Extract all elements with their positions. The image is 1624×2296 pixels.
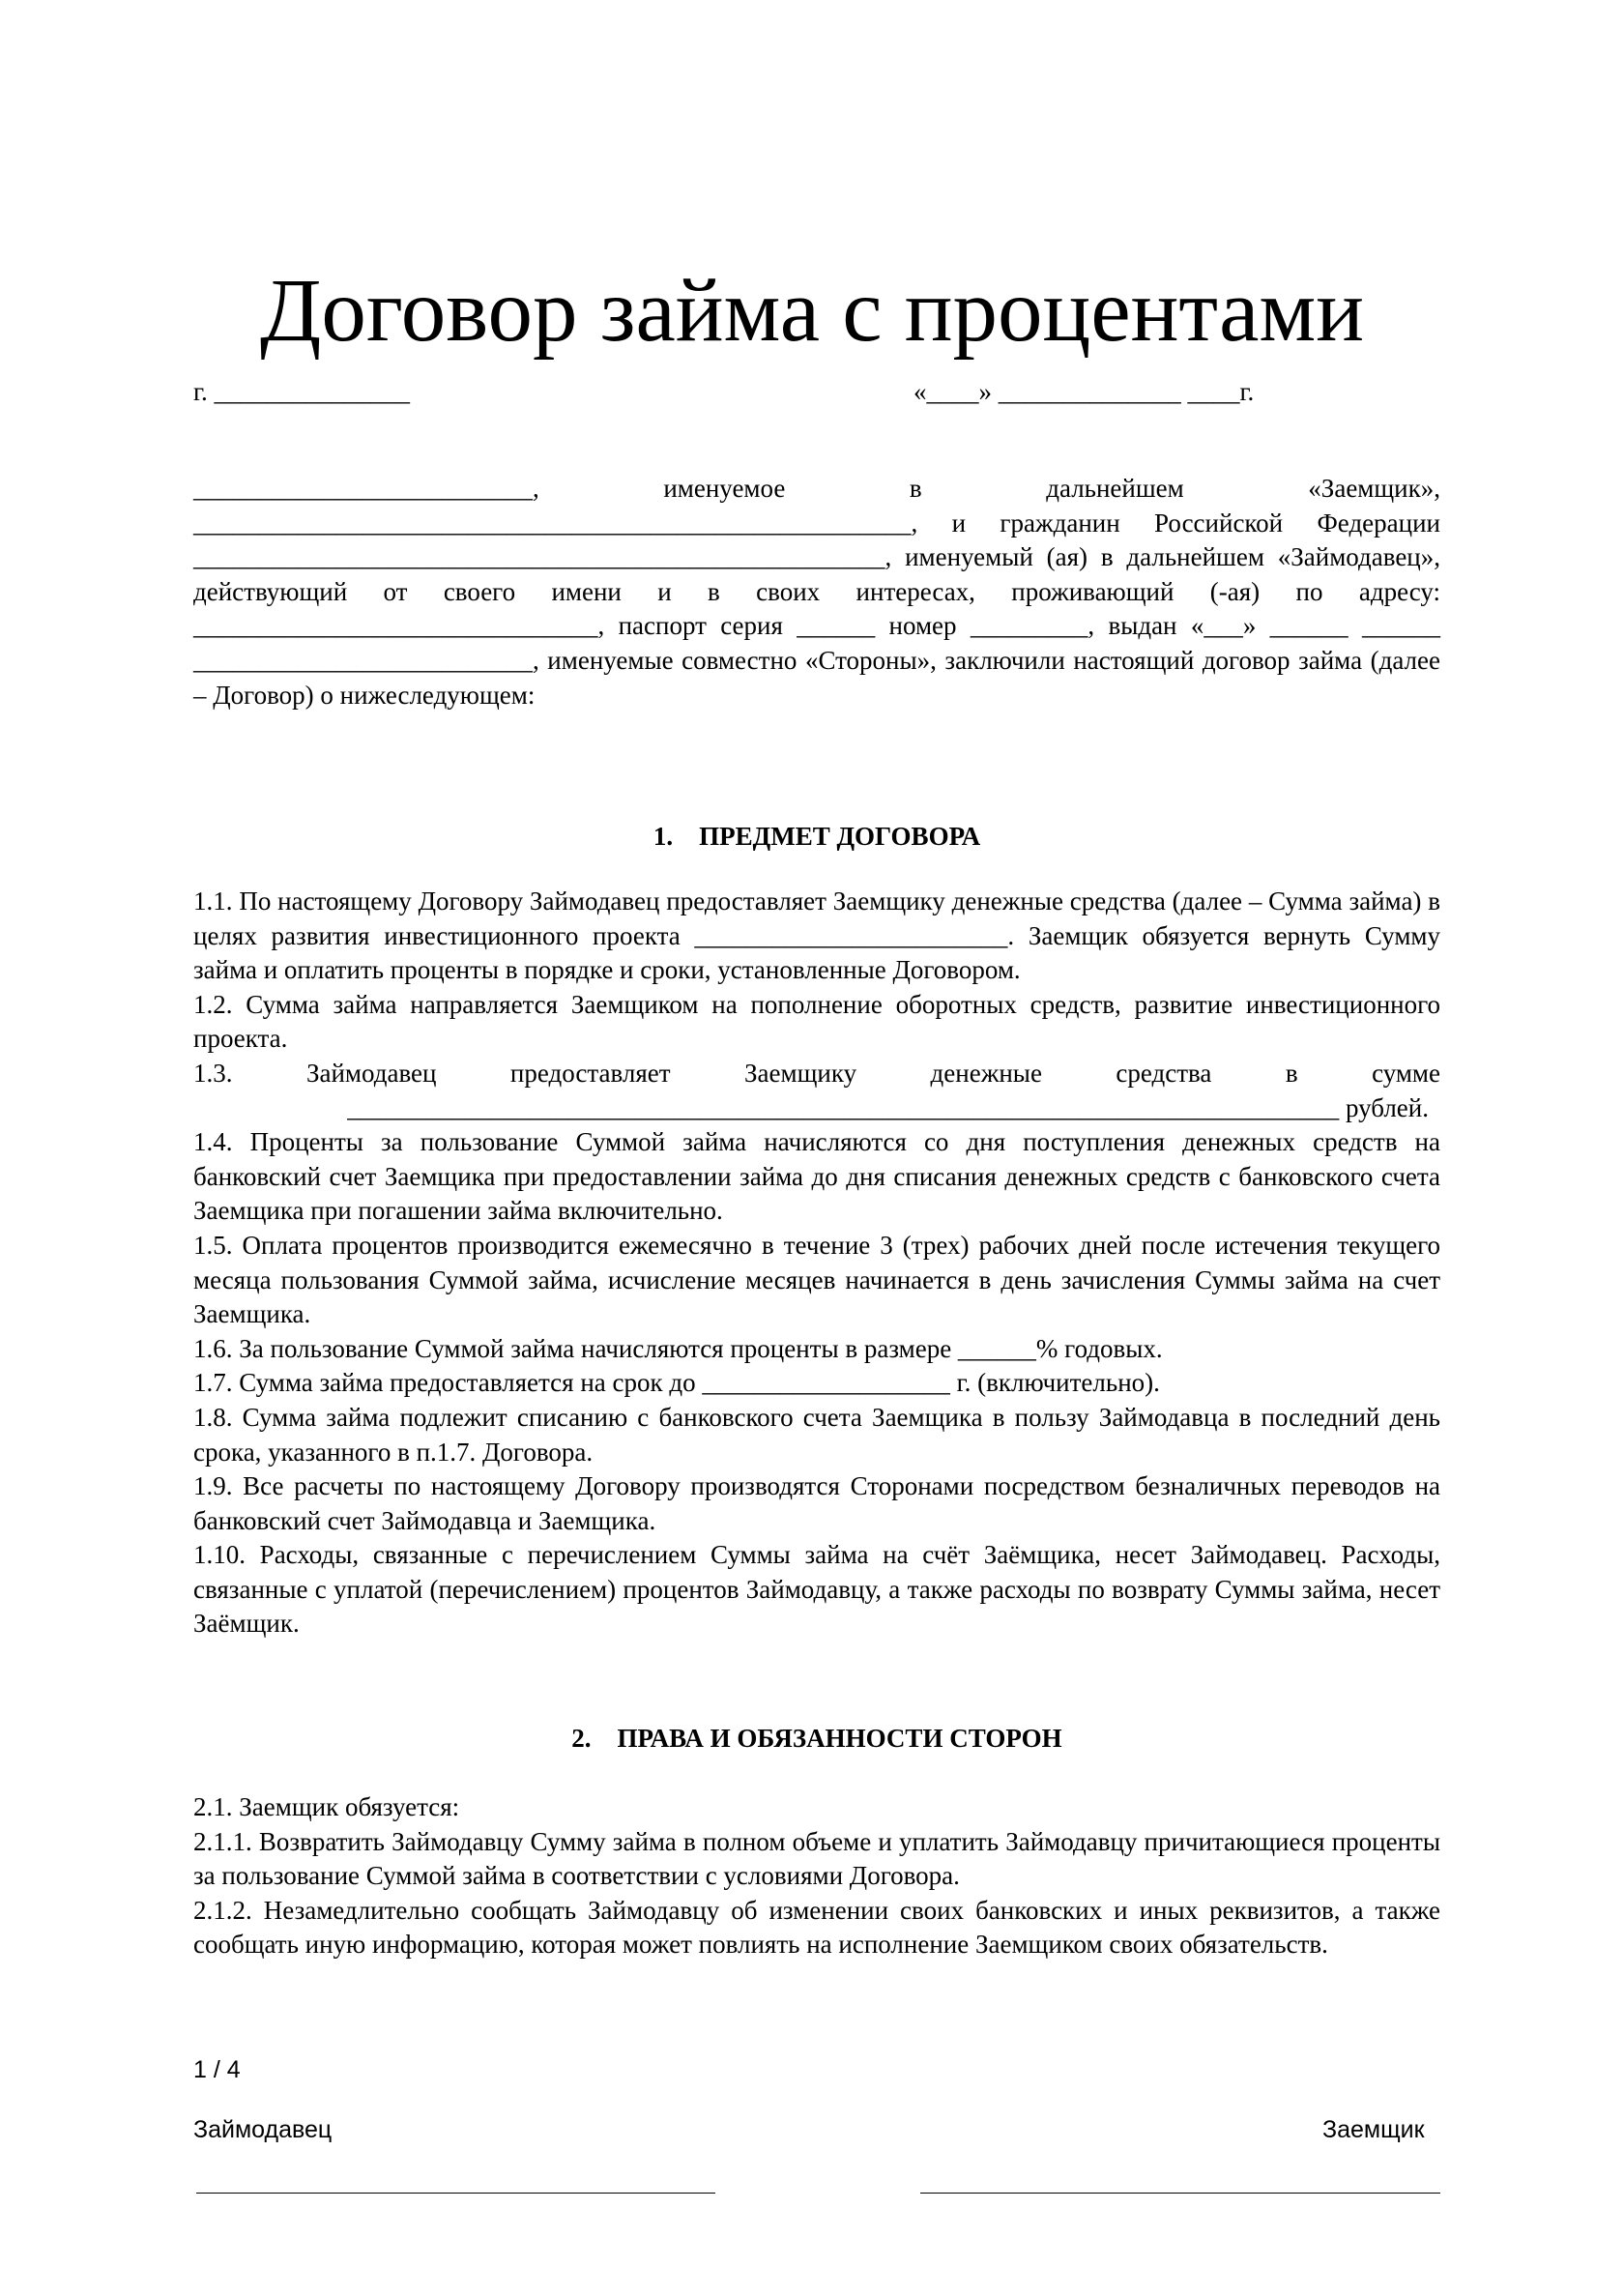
- section-2-heading: 2. ПРАВА И ОБЯЗАННОСТИ СТОРОН: [571, 1724, 1062, 1753]
- clause-1-3-word: денежные: [930, 1058, 1042, 1088]
- clause-1-2: 1.2. Сумма займа направляется Заемщиком на пополнение оборотных средств, развитие инвестиционного проекта.: [193, 989, 1440, 1054]
- clause-1-7: 1.7. Сумма займа предоставляется на срок до ___________________ г. (включительно).: [193, 1368, 1160, 1398]
- lender-signature-line: [196, 2193, 715, 2194]
- clause-2-1: 2.1. Заемщик обязуется:: [193, 1792, 460, 1821]
- section-2-body: [193, 1790, 1440, 1962]
- clause-1-10: 1.10. Расходы, связанные с перечислением Суммы займа на счёт Заёмщика, несет Займодавец. Расходы, связанные с уплатой (перечислением) процентов Займодавцу, а также расходы по возврату Суммы займа, несет Заёмщик.: [193, 1540, 1440, 1639]
- preamble: [193, 472, 1440, 712]
- clause-2-1-2: 2.1.2. Незамедлительно сообщать Займодавцу об изменении своих банковских и иных реквизитов, а также сообщать иную информацию, которая может повлиять на исполнение Заемщиком своих обязательств.: [193, 1895, 1440, 1960]
- clause-2-1-1: 2.1.1. Возвратить Займодавцу Сумму займа в полном объеме и уплатить Займодавцу причитающиеся проценты за пользование Суммой займа в соответствии с условиями Договора.: [193, 1826, 1440, 1891]
- place-date-line: [193, 372, 1440, 411]
- borrower-signature-line: [920, 2193, 1440, 2194]
- clause-1-3-word: 1.3.: [193, 1058, 233, 1088]
- section-1-heading: 1. ПРЕДМЕТ ДОГОВОРА: [652, 822, 981, 851]
- clause-1-3-word: Займодавец: [305, 1058, 437, 1088]
- clause-1-3-line-1: [193, 1057, 1440, 1091]
- clause-1-3-line-2: ____________________________________________________________________________ рублей.: [347, 1092, 1429, 1122]
- clause-1-3: [193, 1057, 1440, 1125]
- borrower-signature-label: Заемщик: [1322, 2116, 1425, 2143]
- clause-1-3-word: средства: [1116, 1058, 1212, 1088]
- clause-1-8: 1.8. Сумма займа подлежит списанию с банковского счета Заемщика в пользу Займодавца в последний день срока, указанного в п.1.7. Договора.: [193, 1402, 1440, 1467]
- clause-1-4: 1.4. Проценты за пользование Суммой займа начисляются со дня поступления денежных средств на банковский счет Заемщика при предоставлении займа до дня списания денежных средств с банковского счета Заемщика при погашении займа включительно.: [193, 1127, 1440, 1226]
- page-number: 1 / 4: [193, 2056, 241, 2083]
- place-field: г. _______________: [193, 377, 411, 406]
- clause-1-5: 1.5. Оплата процентов производится ежемесячно в течение 3 (трех) рабочих дней после истечения текущего месяца пользования Суммой займа, исчисление месяцев начинается в день зачисления Суммы займа на счет Заемщика.: [193, 1230, 1440, 1329]
- clause-1-6: 1.6. За пользование Суммой займа начисляются проценты в размере ______% годовых.: [193, 1333, 1163, 1363]
- preamble-text: __________________________, именуемое в дальнейшем «Заемщик», _______________________________________________________, и гражданин Российской Федерации _____________________________________________________, именуемый (ая) в дальнейшем «Займодавец», действующий от своего имени и в своих интересах, проживающий (-ая) по адресу: _______________________________, паспорт серия ______ номер _________, выдан «___» ______ ______ __________________________, именуемые совместно «Стороны», заключили настоящий договор займа (далее – Договор) о нижеследующем:: [193, 474, 1440, 710]
- clause-1-3-word: сумме: [1372, 1058, 1440, 1088]
- clause-1-1: 1.1. По настоящему Договору Займодавец предоставляет Заемщику денежные средства (далее – Сумма займа) в целях развития инвестиционного проекта ________________________. Заемщик обязуется вернуть Сумму займа и оплатить проценты в порядке и сроки, установленные Договором.: [193, 886, 1440, 985]
- date-field: «____» ______________ ____г.: [914, 377, 1255, 406]
- clause-1-3-word: в: [1285, 1058, 1298, 1088]
- clause-1-9: 1.9. Все расчеты по настоящему Договору производятся Сторонами посредством безналичных переводов на банковский счет Займодавца и Заемщика.: [193, 1471, 1440, 1535]
- section-1-body: [193, 885, 1440, 1642]
- document-title: Договор займа с процентами: [259, 261, 1365, 362]
- clause-1-3-word: Заемщику: [744, 1058, 857, 1088]
- clause-1-3-word: предоставляет: [509, 1058, 671, 1088]
- lender-signature-label: Займодавец: [193, 2116, 333, 2143]
